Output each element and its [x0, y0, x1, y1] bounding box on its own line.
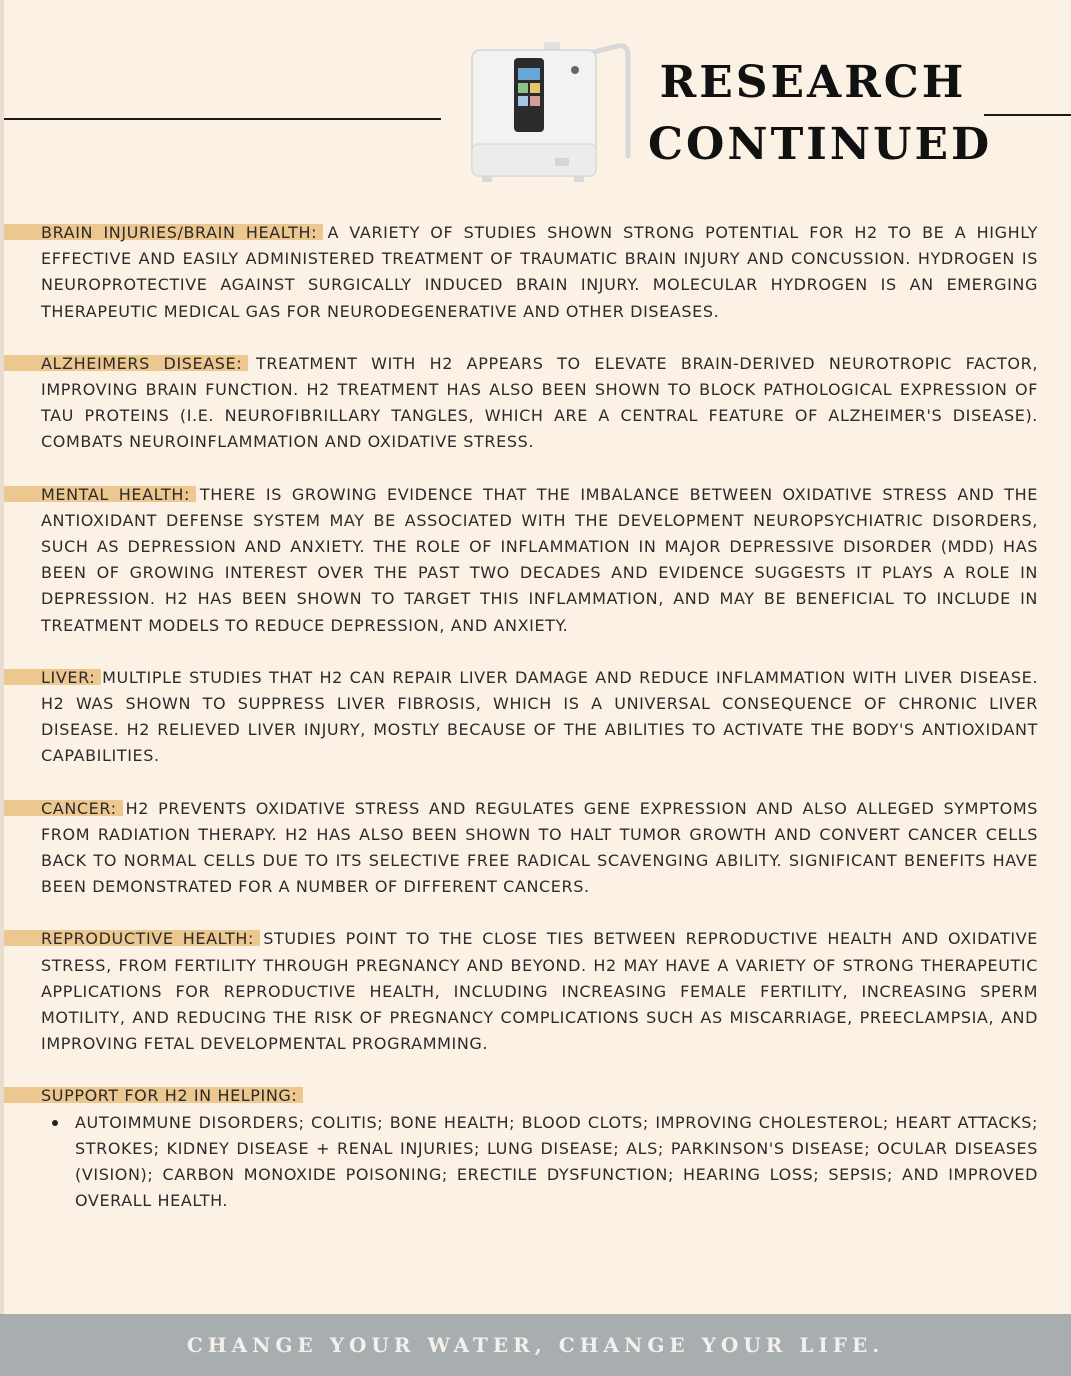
section-heading: MENTAL HEALTH:	[41, 484, 190, 504]
footer-tagline: CHANGE YOUR WATER, CHANGE YOUR LIFE.	[186, 1333, 885, 1357]
research-content	[41, 220, 1038, 1215]
page-title	[648, 52, 993, 176]
section-mental-health	[41, 482, 1038, 639]
section-heading: ALZHEIMERS DISEASE:	[41, 353, 243, 373]
water-ionizer-image	[468, 36, 638, 186]
title-line-2: CONTINUED	[648, 119, 993, 170]
section-body: THERE IS GROWING EVIDENCE THAT THE IMBALANCE BETWEEN OXIDATIVE STRESS AND THE ANTIOXIDANT DEFENSE SYSTEM MAY BE ASSOCIATED WITH THE DEVELOPMENT NEUROPSYCHIATRIC DISORDERS, SUCH AS DEPRESSION AND ANXIETY. THE ROLE OF INFLAMMATION IN MAJOR DEPRESSIVE DISORDER (MDD) HAS BEEN OF GROWING INTEREST OVER THE PAST TWO DECADES AND EVIDENCE SUGGESTS IT PLAYS A ROLE IN DEPRESSION. H2 HAS BEEN SHOWN TO TARGET THIS INFLAMMATION, AND MAY BE BENEFICIAL TO INCLUDE IN TREATMENT MODELS TO REDUCE DEPRESSION, AND ANXIETY.	[41, 484, 1038, 635]
section-heading: BRAIN INJURIES/BRAIN HEALTH:	[41, 223, 318, 242]
page-edge	[0, 0, 4, 1376]
section-body: TREATMENT WITH H2 APPEARS TO ELEVATE BRAIN-DERIVED NEUROTROPIC FACTOR, IMPROVING BRAIN FUNCTION. H2 TREATMENT HAS ALSO BEEN SHOWN TO BLOCK PATHOLOGICAL EXPRESSION OF TAU PROTEINS (I.E. NEUROFIBRILLARY TANGLES, WHICH ARE A CENTRAL FEATURE OF ALZHEIMER'S DISEASE). COMBATS NEUROINFLAMMATION AND OXIDATIVE STRESS.	[41, 353, 1039, 452]
section-heading: CANCER:	[41, 798, 117, 818]
section-body: STUDIES POINT TO THE CLOSE TIES BETWEEN REPRODUCTIVE HEALTH AND OXIDATIVE STRESS, FROM FERTILITY THROUGH PREGNANCY AND BEYOND. H2 MAY HAVE A VARIETY OF STRONG THERAPEUTIC APPLICATIONS FOR REPRODUCTIVE HEALTH, INCLUDING INCREASING FEMALE FERTILITY, INCREASING SPERM MOTILITY, AND REDUCING THE RISK OF PREGNANCY COMPLICATIONS SUCH AS MISCARRIAGE, PREECLAMPSIA, AND IMPROVING FETAL DEVELOPMENTAL PROGRAMMING.	[41, 929, 1038, 1054]
header-rule-left	[4, 118, 441, 120]
bullet-icon	[52, 1120, 58, 1126]
section-liver	[41, 665, 1038, 770]
section-support	[41, 1083, 1038, 1109]
section-heading: REPRODUCTIVE HEALTH:	[41, 929, 254, 949]
support-list	[49, 1110, 1038, 1215]
section-heading: LIVER:	[41, 667, 96, 687]
footer-band	[0, 1314, 1071, 1376]
section-cancer	[41, 796, 1038, 901]
list-item-text: AUTOIMMUNE DISORDERS; COLITIS; BONE HEALTH; BLOOD CLOTS; IMPROVING CHOLESTEROL; HEART ATTACKS; STROKES; KIDNEY DISEASE + RENAL INJURIES; LUNG DISEASE; ALS; PARKINSON'S DISEASE; OCULAR DISEASES (VISION); CARBON MONOXIDE POISONING; ERECTILE DYSFUNCTION; HEARING LOSS; SEPSIS; AND IMPROVED OVERALL HEALTH.	[75, 1112, 1038, 1211]
section-reproductive-health	[41, 926, 1038, 1057]
section-body: H2 PREVENTS OXIDATIVE STRESS AND REGULATES GENE EXPRESSION AND ALSO ALLEGED SYMPTOMS FROM RADIATION THERAPY. H2 HAS ALSO BEEN SHOWN TO HALT TUMOR GROWTH AND CONVERT CANCER CELLS BACK TO NORMAL CELLS DUE TO ITS SELECTIVE FREE RADICAL SCAVENGING ABILITY. SIGNIFICANT BENEFITS HAVE BEEN DEMONSTRATED FOR A NUMBER OF DIFFERENT CANCERS.	[41, 798, 1038, 897]
section-heading: SUPPORT FOR H2 IN HELPING:	[41, 1086, 298, 1106]
title-line-1: RESEARCH	[659, 57, 967, 108]
header-rule-right	[984, 114, 1071, 116]
section-brain-health	[41, 220, 1038, 325]
section-alzheimers	[41, 351, 1038, 456]
list-item	[49, 1110, 1038, 1215]
section-body: A VARIETY OF STUDIES SHOWN STRONG POTENTIAL FOR H2 TO BE A HIGHLY EFFECTIVE AND EASILY ADMINISTERED TREATMENT OF TRAUMATIC BRAIN INJURY AND CONCUSSION. HYDROGEN IS NEUROPROTECTIVE AGAINST SURGICALLY INDUCED BRAIN INJURY. MOLECULAR HYDROGEN IS AN EMERGING THERAPEUTIC MEDICAL GAS FOR NEURODEGENERATIVE AND OTHER DISEASES.	[41, 223, 1038, 321]
section-body: MULTIPLE STUDIES THAT H2 CAN REPAIR LIVER DAMAGE AND REDUCE INFLAMMATION WITH LIVER DISEASE. H2 WAS SHOWN TO SUPPRESS LIVER FIBROSIS, WHICH IS A UNIVERSAL CONSEQUENCE OF CHRONIC LIVER DISEASE. H2 RELIEVED LIVER INJURY, MOSTLY BECAUSE OF THE ABILITIES TO ACTIVATE THE BODY'S ANTIOXIDANT CAPABILITIES.	[41, 667, 1039, 766]
